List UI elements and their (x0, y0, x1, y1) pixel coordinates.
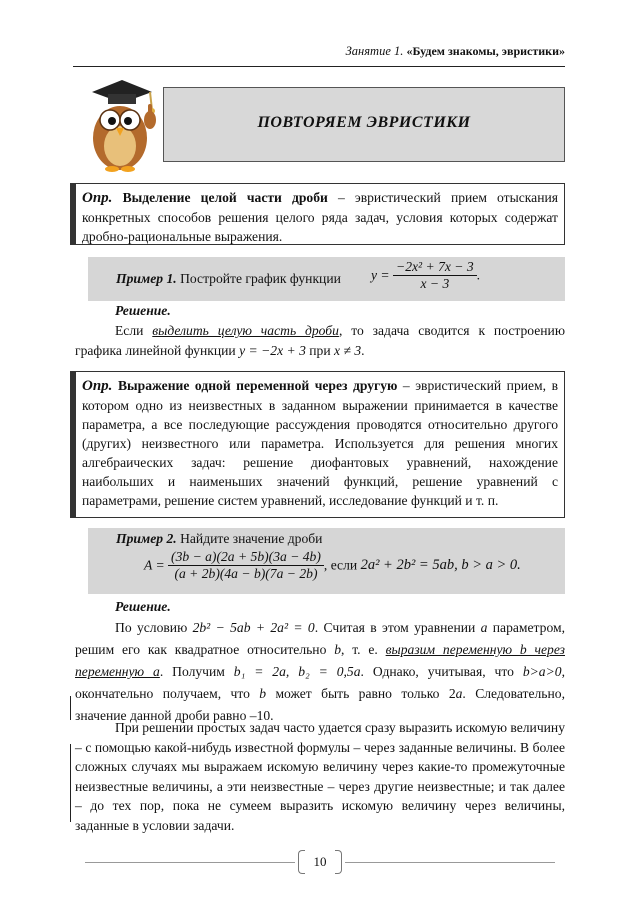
definition-term: Выделение целой части дроби (122, 190, 328, 205)
solution-text: , окончательно получаем, что (75, 664, 565, 701)
definition-label: Опр. (82, 378, 113, 394)
solution-text: . Следовательно, значение данной дроби равно –10. (75, 686, 565, 723)
equation-roots: b₁ = 2a, b₂ = 0,5a (233, 664, 361, 679)
expression-name: A = (144, 557, 165, 573)
solution-text: может быть равно только 2 (266, 686, 456, 701)
inequality: b>a>0 (522, 664, 562, 679)
variable-a: a (455, 686, 463, 701)
solution-1 (75, 301, 565, 361)
footer-rule-left (85, 862, 295, 863)
solution-end: . (361, 343, 365, 358)
definition-box-1 (70, 183, 565, 245)
solution-text-c: при (309, 343, 331, 358)
header-rule (73, 66, 565, 67)
example-box-1: Пример 1. Постройте график функции y = $\frac{\text{−2x² + 7x − 3}}{x - 3}$ . (88, 257, 565, 301)
solution-text-a: Если (115, 323, 153, 338)
function-fraction (393, 259, 477, 292)
solution-text: параметром, решим его как квадратное относительно (75, 620, 565, 657)
heuristic-link: выразим переменную b через переменную a (75, 642, 565, 679)
variable-a: a (480, 620, 488, 635)
example-text: Найдите значение дроби (180, 531, 323, 546)
owl-teacher-illustration (78, 76, 164, 174)
solution-text-b: , то задача сводится к построению графика линейной функции (75, 323, 565, 358)
solution-2 (75, 597, 565, 727)
example-condition: 2a² + 2b² = 5ab, b > a > 0. (360, 557, 521, 573)
chapter-label: Занятие 1. (345, 44, 404, 58)
definition-term: Выражение одной переменной через другую (117, 378, 398, 393)
variable-b: b (259, 686, 267, 701)
definition-label: Опр. (82, 190, 113, 206)
solution-label: Решение. (115, 303, 171, 318)
definition-text: – эвристический прием отыскания конкретных способов решения целого ряда задач, условия которых содержат дробно-рациональные выражения. (82, 190, 558, 244)
solution-text: По условию (115, 620, 193, 635)
example-label: Пример 1. (116, 271, 177, 286)
variable-b: b (334, 642, 341, 657)
margin-bar-1 (70, 696, 71, 720)
solution-text: . Считая в этом уравнении (314, 620, 481, 635)
section-banner (163, 87, 565, 162)
solution-text: . Однако, учитывая, что (360, 664, 523, 679)
function-name: y = (371, 267, 390, 283)
fraction-numerator: −2x² + 7x − 3 (393, 259, 477, 276)
fraction-numerator: (3b − a)(2a + 5b)(3a − 4b) (168, 549, 324, 566)
example-text: Постройте график функции (180, 271, 341, 286)
solution-label: Решение. (115, 599, 171, 614)
example-label: Пример 2. (116, 531, 177, 546)
page-number: 10 (298, 850, 342, 874)
running-header (180, 44, 565, 59)
margin-bar-2 (70, 744, 71, 822)
domain-condition: x ≠ 3 (334, 343, 362, 358)
fraction-denominator: (a + 2b)(4a − b)(7a − 2b) (174, 566, 318, 581)
condition-lead: , если (323, 557, 358, 573)
solution-text: . Получим (159, 664, 234, 679)
footer-rule-right (345, 862, 555, 863)
chapter-title: «Будем знакомы, эвристики» (406, 44, 565, 58)
expression-fraction (168, 549, 324, 582)
heuristic-link: выделить целую часть дроби (152, 323, 339, 338)
solution-text: , т. е. (341, 642, 386, 657)
closing-paragraph: При решении простых задач часто удается сразу выразить искомую величину – с помощью какой-нибудь известной формулы – через заданные величины. В более сложных случаях мы выражаем искомую величину через какие-то промежуточные неизвестные величины, а эти неизвестные – через другие неизвестные; и так далее – до тех пор, пока не сумеем выразить искомую величину через величины, заданные в условии задачи. (75, 720, 566, 833)
definition-text: – эвристический прием, в котором одно из неизвестных в заданном выражении принимается в качестве параметра, а все последующие рассуждения проводятся относительно другого (других) неизвестного или параметра. Используется для решения многих алгебраических задач: решение диофантовых уравнений, нахождение наибольших и наименьших значений функций, решение уравнений с параметрами, решение систем уравнений, исследование функций и т. п. (82, 378, 558, 508)
definition-box-2 (70, 371, 565, 518)
linear-formula: y = −2x + 3 (239, 343, 306, 358)
condition-equation: 2b² − 5ab + 2a² = 0 (192, 620, 315, 635)
example-box-2 (88, 528, 565, 594)
banner-title: ПОВТОРЯЕМ ЭВРИСТИКИ (257, 114, 471, 131)
fraction-denominator: x − 3 (420, 276, 450, 291)
